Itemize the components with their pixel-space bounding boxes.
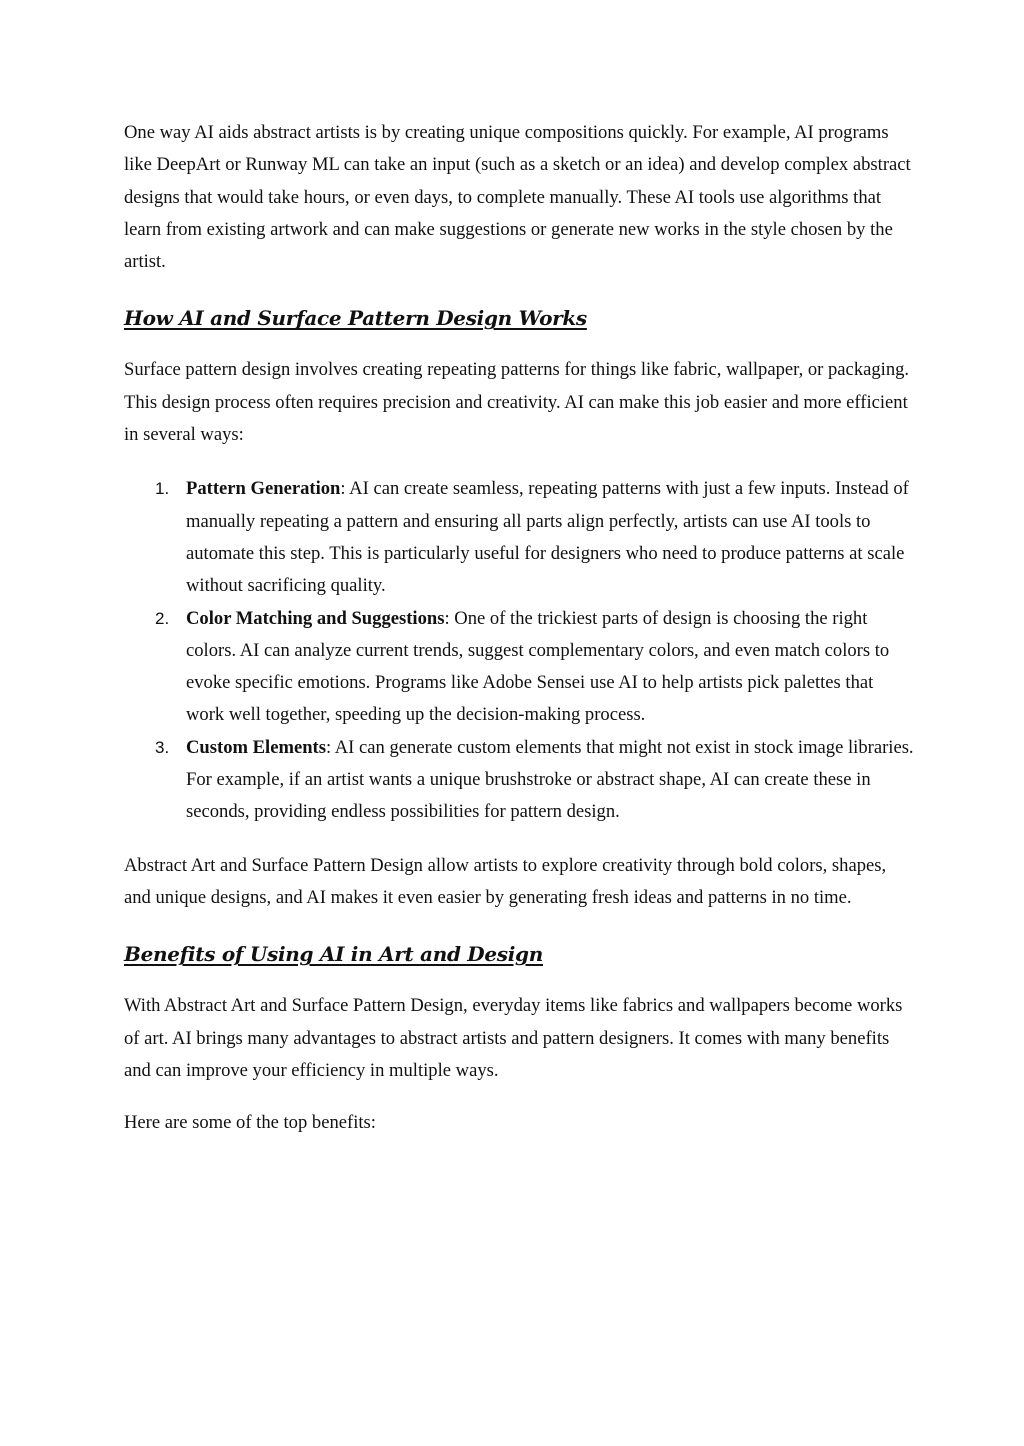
list-item	[155, 473, 914, 602]
intro-paragraph: One way AI aids abstract artists is by creating unique compositions quickly. For example, AI programs like DeepArt or Runway ML can take an input (such as a sketch or an idea) and develop complex abstract designs that would take hours, or even days, to complete manually. These AI tools use algorithms that learn from existing artwork and can make suggestions or generate new works in the style chosen by the artist.	[124, 122, 911, 273]
list-item-text: : One of the trickiest parts of design is choosing the right colors. AI can analyze current trends, suggest complementary colors, and even match colors to evoke specific emotions. Programs like Adobe Sensei use AI to help artists pick palettes that work well together, speeding up the decision-making process.	[186, 607, 890, 726]
list-item-term: Custom Elements	[186, 736, 326, 758]
list-item-number: 2.	[155, 608, 170, 628]
benefits-intro-paragraph: With Abstract Art and Surface Pattern Design, everyday items like fabrics and wallpapers become works of art. AI brings many advantages to abstract artists and pattern designers. It comes with many benefits and can improve your efficiency in multiple ways.	[124, 995, 903, 1081]
surface-pattern-paragraph: Surface pattern design involves creating repeating patterns for things like fabric, wallpaper, or packaging. This design process often requires precision and creativity. AI can make this job easier and more efficient in several ways:	[124, 359, 910, 446]
heading-benefits: Benefits of Using AI in Art and Design	[124, 942, 543, 967]
list-item-text: : AI can generate custom elements that might not exist in stock image libraries. For example, if an artist wants a unique brushstroke or abstract shape, AI can create these in seconds, providing endless possibilities for pattern design.	[186, 736, 914, 823]
document-page	[124, 117, 914, 1139]
list-item-term: Color Matching and Suggestions	[186, 607, 445, 629]
list-item	[155, 732, 914, 829]
list-item-term: Pattern Generation	[186, 478, 341, 500]
list-item-number: 3.	[155, 737, 170, 757]
list-item-text: : AI can create seamless, repeating patterns with just a few inputs. Instead of manually repeating a pattern and ensuring all parts align perfectly, artists can use AI tools to automate this step. This is particularly useful for designers who need to produce patterns at scale without sacrificing quality.	[186, 478, 909, 597]
list-item-number: 1.	[155, 479, 170, 499]
benefits-lead-paragraph: Here are some of the top benefits:	[124, 1112, 376, 1134]
list-item	[155, 603, 914, 732]
heading-how-it-works: How AI and Surface Pattern Design Works	[124, 306, 587, 331]
summary-paragraph: Abstract Art and Surface Pattern Design allow artists to explore creativity through bold colors, shapes, and unique designs, and AI makes it even easier by generating fresh ideas and patterns in no time.	[124, 854, 887, 908]
ways-list	[124, 473, 914, 828]
